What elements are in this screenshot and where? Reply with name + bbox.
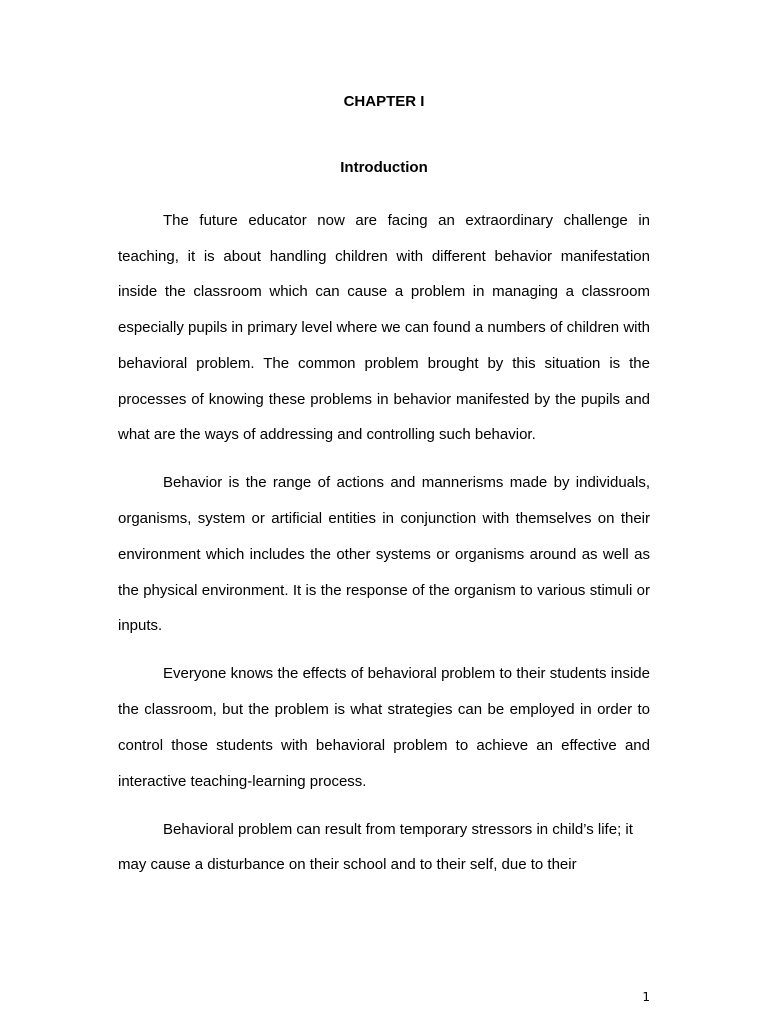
page-number: 1	[642, 990, 650, 1004]
body-paragraph: Everyone knows the effects of behavioral problem to their students inside the classroom, but the problem is what strategies can be employed in order to control those students with behavioral problem to achieve an effective and interactive teaching-learning process.	[118, 665, 650, 790]
body-paragraph: The future educator now are facing an extraordinary challenge in teaching, it is about handling children with different behavior manifestation inside the classroom which can cause a problem in managing a classroom especially pupils in primary level where we can found a numbers of children with behavioral problem. The common problem brought by this situation is the processes of knowing these problems in behavior manifested by the pupils and what are the ways of addressing and controlling such behavior.	[118, 212, 650, 444]
body-paragraph: Behavioral problem can result from temporary stressors in child’s life; it may cause a disturbance on their school and to their self, due to their	[118, 820, 633, 874]
section-title: Introduction	[340, 159, 428, 176]
chapter-heading: CHAPTER I	[343, 93, 425, 110]
document-body	[118, 203, 650, 896]
body-paragraph: Behavior is the range of actions and mannerisms made by individuals, organisms, system or artificial entities in conjunction with themselves on their environment which includes the other systems or organisms around as well as the physical environment. It is the response of the organism to various stimuli or inputs.	[118, 474, 650, 635]
